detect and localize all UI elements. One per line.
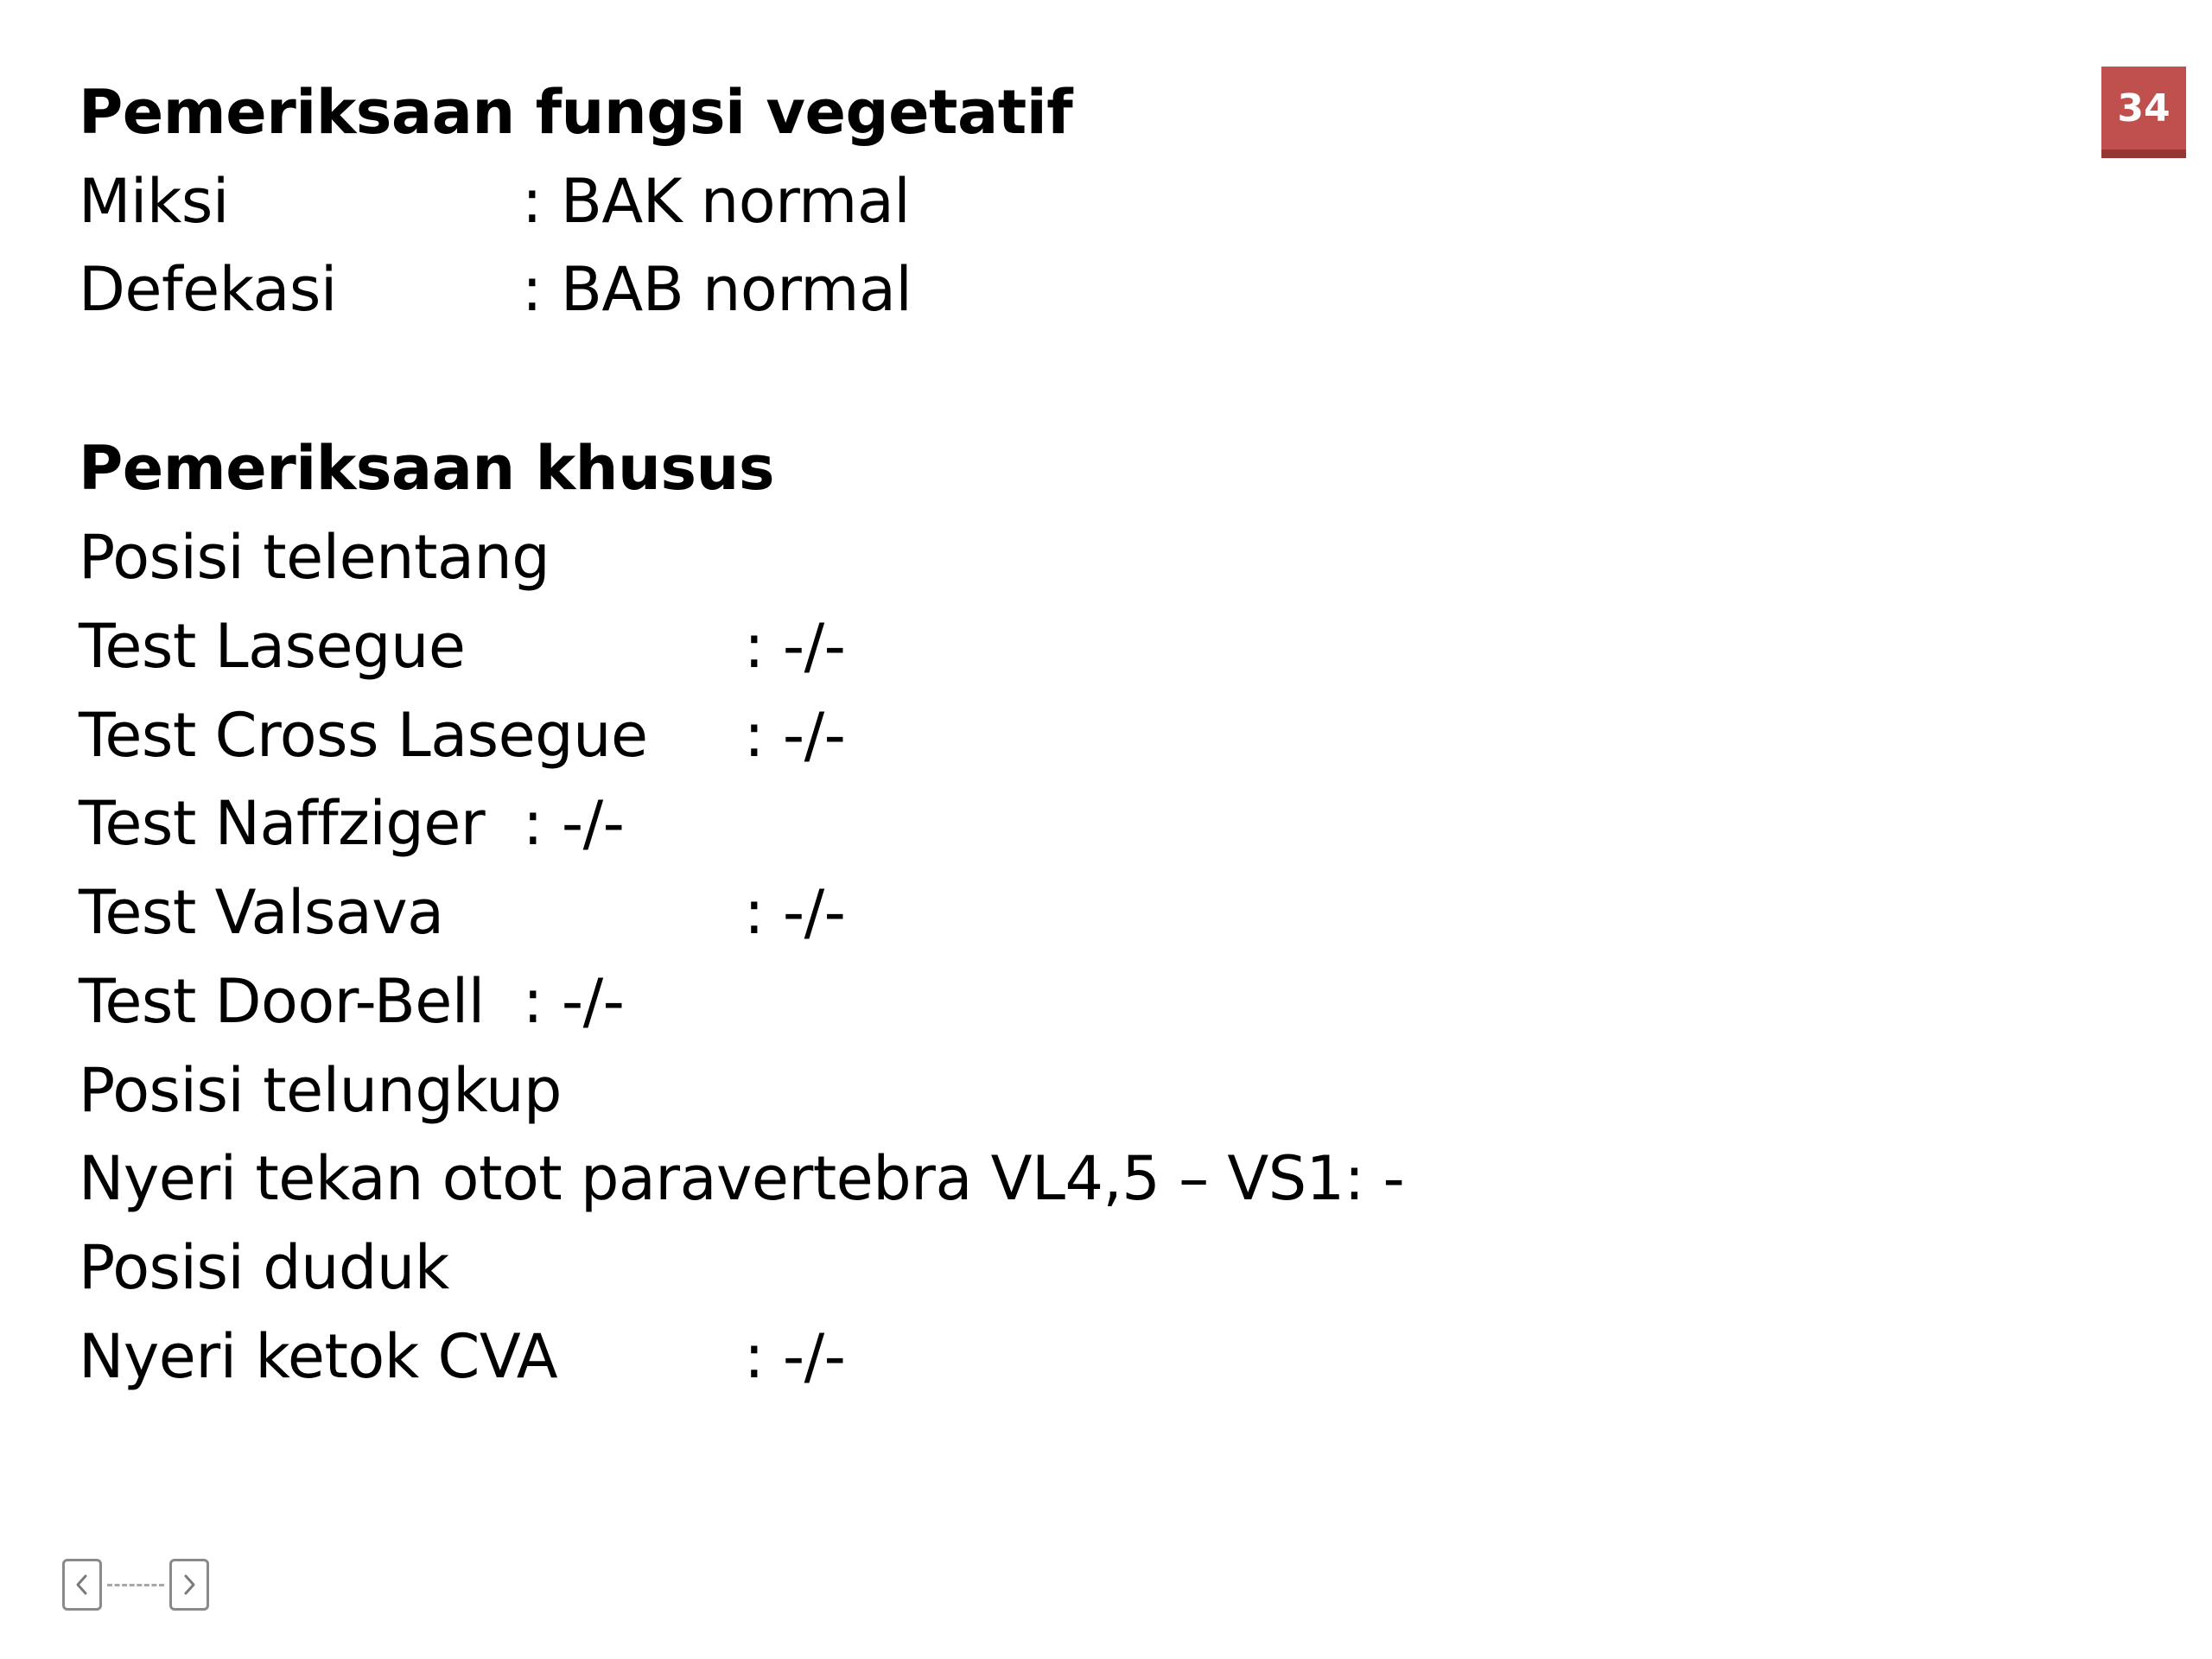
row-label: Nyeri ketok CVA	[79, 1321, 558, 1392]
row-value: : BAB normal	[522, 254, 912, 325]
row-posisi-duduk	[79, 1231, 449, 1304]
row-miksi	[79, 165, 911, 238]
row-value: : BAK normal	[522, 166, 911, 237]
row-value: : -/-	[523, 788, 625, 859]
row-label: Posisi telentang	[79, 522, 550, 593]
row-posisi-telentang	[79, 521, 550, 594]
row-value: : -/-	[744, 877, 846, 948]
section-heading-khusus	[79, 432, 774, 505]
row-value: : -/-	[744, 1321, 846, 1392]
row-label: Defekasi	[79, 254, 337, 325]
row-test-valsava	[79, 876, 846, 949]
row-label: Test Valsava	[79, 877, 444, 948]
heading-text: Pemeriksaan khusus	[79, 433, 774, 504]
row-nyeri-ketok-cva	[79, 1320, 846, 1393]
row-nyeri-tekan	[79, 1142, 1404, 1215]
page-number: 34	[2117, 86, 2171, 130]
chevron-right-icon	[181, 1573, 197, 1596]
row-value: : -/-	[523, 966, 625, 1037]
row-test-cross-lasegue	[79, 699, 846, 772]
row-label: Test Lasegue	[79, 611, 466, 682]
row-label: Posisi telungkup	[79, 1055, 562, 1126]
previous-slide-button[interactable]	[62, 1559, 102, 1611]
row-label: Test Naffziger	[79, 788, 486, 859]
row-value: : -/-	[744, 700, 846, 771]
row-label: Posisi duduk	[79, 1232, 449, 1303]
row-test-naffziger	[79, 787, 625, 860]
row-test-door-bell	[79, 965, 625, 1038]
page-number-badge	[2101, 67, 2186, 158]
row-label: Nyeri tekan otot paravertebra VL4,5 – VS1: -	[79, 1143, 1405, 1214]
row-label: Test Door-Bell	[79, 966, 485, 1037]
slide-navigation	[62, 1559, 214, 1612]
row-test-lasegue	[79, 610, 846, 683]
row-defekasi	[79, 253, 912, 326]
section-heading-vegetatif	[79, 76, 1072, 149]
heading-text: Pemeriksaan fungsi vegetatif	[79, 77, 1073, 148]
chevron-left-icon	[74, 1573, 90, 1596]
row-posisi-telungkup	[79, 1054, 562, 1127]
next-slide-button[interactable]	[169, 1559, 209, 1611]
navigation-dashes	[107, 1584, 164, 1586]
row-label: Test Cross Lasegue	[79, 700, 648, 771]
row-value: : -/-	[744, 611, 846, 682]
row-label: Miksi	[79, 166, 229, 237]
